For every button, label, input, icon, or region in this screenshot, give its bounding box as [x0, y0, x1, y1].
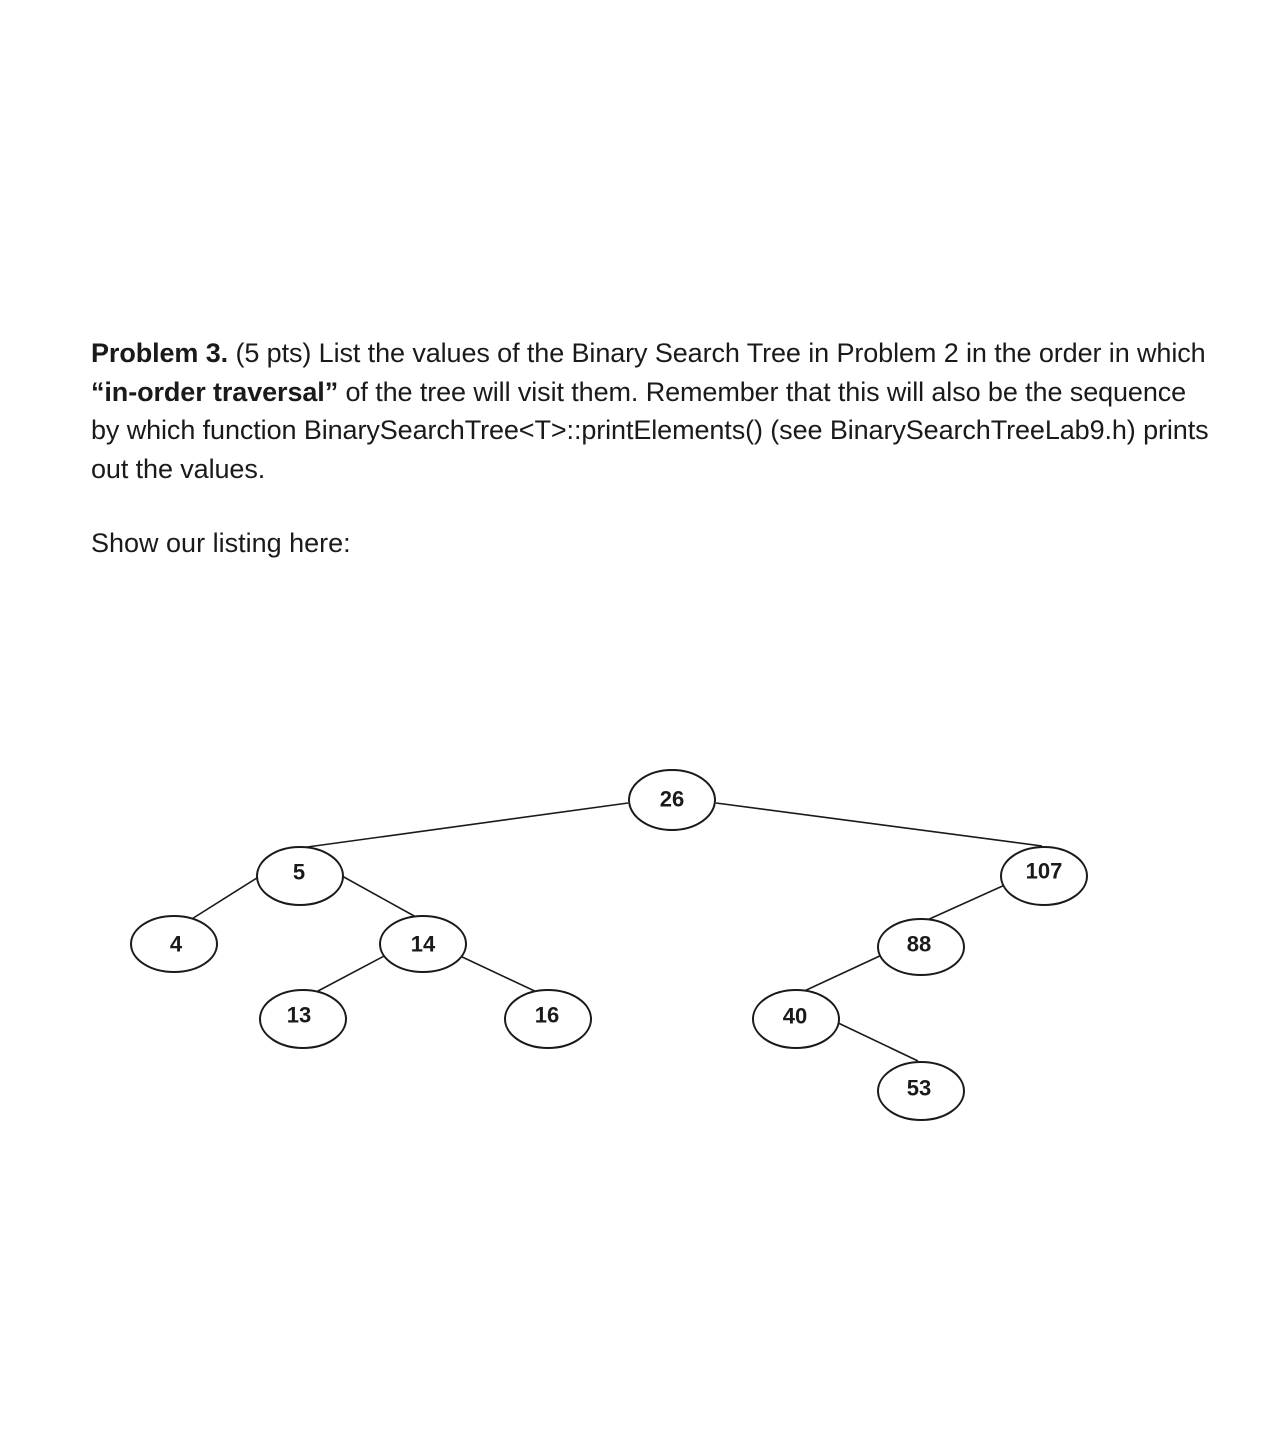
edge-40-53 [834, 1021, 918, 1061]
node-label-88: 88 [906, 931, 932, 957]
edge-88-40 [800, 954, 884, 993]
tree-nodes [131, 770, 1087, 1120]
edge-26-107 [716, 803, 1042, 846]
problem-intro: (5 pts) List the values of the Binary Search Tree in Problem 2 in the order in which [228, 338, 1206, 368]
node-label-14: 14 [410, 931, 436, 957]
problem-label: Problem 3. [91, 338, 229, 368]
node-label-26: 26 [659, 786, 685, 812]
node-label-5: 5 [292, 859, 306, 885]
tree-labels [170, 787, 1062, 1101]
problem-emphasis: “in-order traversal” [91, 376, 339, 407]
problem-rest: of the tree will visit them. Remember that this will also be the sequence by which function BinarySearchTree<T>::printElements() (see BinarySearchTreeLab9.h) prints out the values. [91, 376, 1209, 484]
node-label-107: 107 [1025, 858, 1063, 884]
edge-107-88 [925, 884, 1007, 921]
edge-5-4 [187, 876, 260, 922]
edge-14-16 [458, 955, 541, 994]
node-label-40: 40 [782, 1003, 808, 1029]
listing-prompt: Show our listing here: [91, 528, 351, 558]
node-label-13: 13 [286, 1002, 312, 1028]
node-label-16: 16 [534, 1002, 560, 1028]
node-label-53: 53 [906, 1075, 932, 1101]
node-label-4: 4 [169, 931, 183, 957]
edge-26-5 [300, 803, 628, 848]
edge-5-14 [342, 876, 416, 917]
